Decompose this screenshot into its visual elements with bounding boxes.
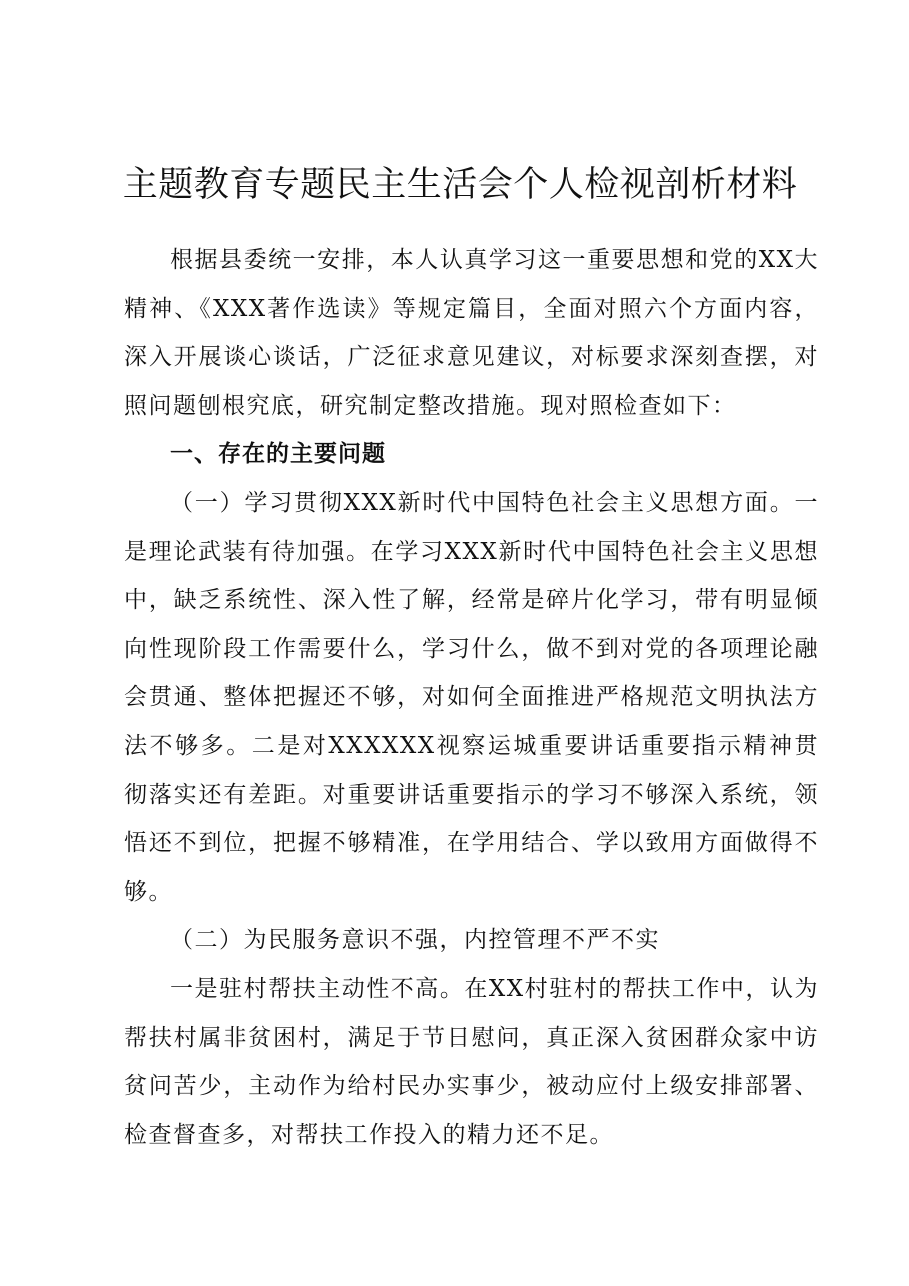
intro-paragraph: 根据县委统一安排，本人认真学习这一重要思想和党的XX大精神、《XXX著作选读》等规定篇目，全面对照六个方面内容，深入开展谈心谈话，广泛征求意见建议，对标要求深刻查摆，对照问题刨根究底，研究制定整改措施。现对照检查如下： bbox=[124, 247, 819, 419]
section-heading-main-problems: 一、存在的主要问题 bbox=[170, 441, 386, 468]
item-two-heading: （二）为民服务意识不强，内控管理不严不实 bbox=[170, 927, 660, 954]
document-title: 主题教育专题民主生活会个人检视剖析材料 bbox=[122, 165, 798, 205]
document-body bbox=[124, 236, 819, 1159]
item-two-paragraph: 一是驻村帮扶主动性不高。在XX村驻村的帮扶工作中，认为帮扶村属非贫困村，满足于节日慰问，真正深入贫困群众家中访贫问苦少，主动作为给村民办实事少，被动应付上级安排部署、检查督查多，对帮扶工作投入的精力还不足。 bbox=[124, 975, 819, 1148]
item-one-paragraph: （一）学习贯彻XXX新时代中国特色社会主义思想方面。一是理论武装有待加强。在学习XXX新时代中国特色社会主义思想中，缺乏系统性、深入性了解，经常是碎片化学习，带有明显倾向性现阶段工作需要什么，学习什么，做不到对党的各项理论融会贯通、整体把握还不够，对如何全面推进严格规范文明执法方法不够多。二是对XXXXXX视察运城重要讲话重要指示精神贯彻落实还有差距。对重要讲话重要指示的学习不够深入系统，领悟还不到位，把握不够精准，在学用结合、学以致用方面做得不够。 bbox=[124, 489, 819, 905]
